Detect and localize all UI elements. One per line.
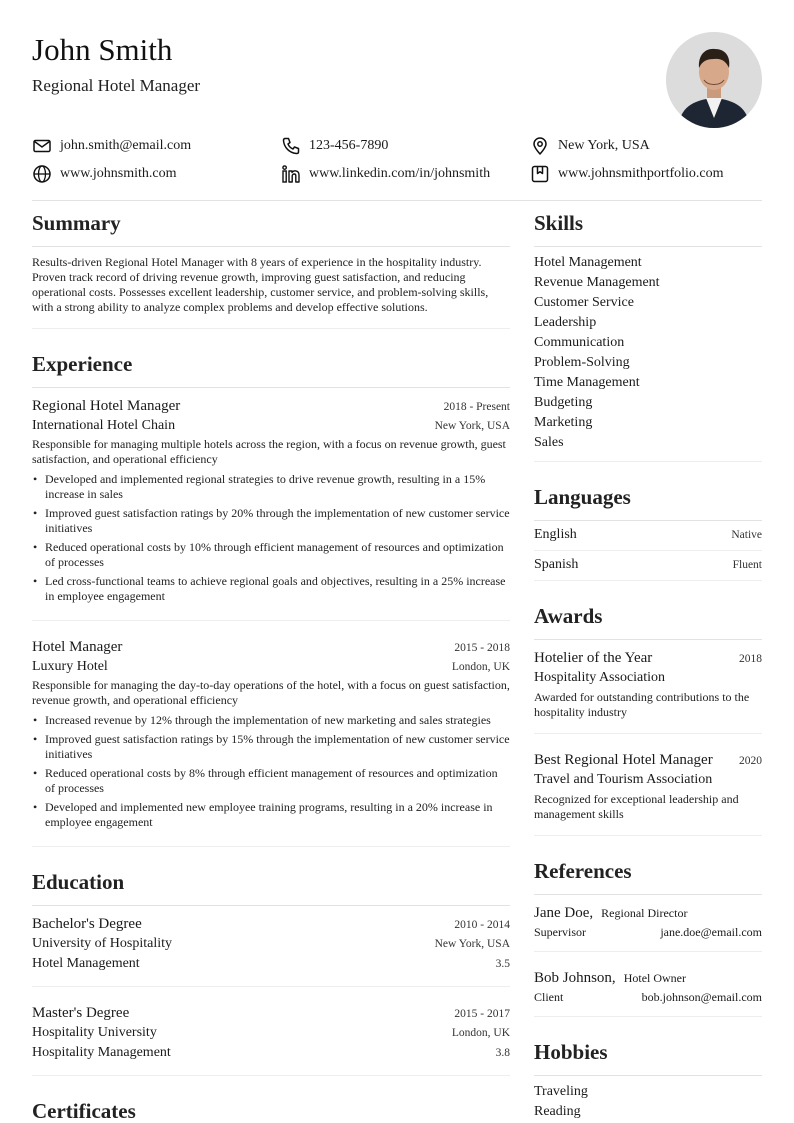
skill-item: Communication <box>534 335 625 350</box>
reference-entry <box>534 960 762 1017</box>
linkedin-icon <box>281 164 301 184</box>
main-column <box>32 206 510 1123</box>
award-entry <box>534 640 762 734</box>
education-dates: 2010 - 2014 <box>454 919 510 931</box>
summary-text: Results-driven Regional Hotel Manager with 8 years of experience in the hospitality industry. Proven track record of driving revenue growth, improving guest satisfaction, and reducing operational costs. Possesses excellent leadership, customer service, and problem-solving skills, with a strong ability to analyze complex problems and develop effective solutions. <box>32 247 510 329</box>
language-name: Spanish <box>534 557 579 572</box>
language-name: English <box>534 527 577 542</box>
references-heading: References <box>534 854 762 895</box>
achievement-item: • Improved guest satisfaction ratings by 20% through the implementation of new customer service initiatives <box>32 506 510 536</box>
school-location: London, UK <box>451 1027 510 1039</box>
website-text: www.johnsmith.com <box>60 166 177 181</box>
avatar-icon <box>666 32 762 128</box>
job-description: Responsible for managing the day-to-day operations of the hotel, with a focus on guest satisfaction, revenue growth, and operational efficiency <box>32 678 510 707</box>
skill-item: Marketing <box>534 415 593 430</box>
award-entry <box>534 742 762 836</box>
gpa: 3.5 <box>495 958 510 970</box>
achievement-item: • Reduced operational costs by 10% through efficient management of resources and optimization of processes <box>32 540 510 570</box>
contact-website[interactable] <box>32 164 281 184</box>
skill-item: Time Management <box>534 375 640 390</box>
field-of-study: Hotel Management <box>32 956 140 971</box>
job-title: Hotel Manager <box>32 639 123 655</box>
achievement-list <box>32 713 510 830</box>
linkedin-text: www.linkedin.com/in/johnsmith <box>309 166 491 181</box>
experience-section <box>32 347 510 847</box>
skill-item: Leadership <box>534 315 597 330</box>
field-of-study: Hospitality Management <box>32 1045 171 1060</box>
achievement-item: • Led cross-functional teams to achieve regional goals and objectives, resulting in a 25% increase in employee engagement <box>32 574 510 604</box>
job-dates: 2018 - Present <box>443 401 510 413</box>
languages-section <box>534 480 762 581</box>
hobby-item: Reading <box>534 1104 581 1119</box>
achievement-item: • Increased revenue by 12% through the implementation of new marketing and sales strategies <box>32 713 510 728</box>
education-entry <box>32 995 510 1076</box>
reference-name: Bob Johnson, <box>534 970 616 986</box>
reference-position: Hotel Owner <box>623 971 687 985</box>
phone-icon <box>281 136 301 156</box>
certificates-heading: Certificates <box>32 1094 510 1123</box>
experience-entry <box>32 629 510 847</box>
awards-section <box>534 599 762 836</box>
award-issuer: Travel and Tourism Association <box>534 772 713 787</box>
job-location: London, UK <box>451 661 510 673</box>
reference-email[interactable]: jane.doe@email.com <box>660 925 762 939</box>
school-location: New York, USA <box>434 938 510 950</box>
achievement-item: • Developed and implemented new employee training programs, resulting in a 20% increase in employee engagement <box>32 800 510 830</box>
location-icon <box>530 136 550 156</box>
reference-position: Regional Director <box>601 906 688 920</box>
certificates-section <box>32 1094 510 1123</box>
education-entry <box>32 906 510 987</box>
location-text: New York, USA <box>558 138 650 153</box>
language-level: Native <box>731 529 762 541</box>
hobbies-list <box>534 1076 762 1123</box>
achievement-item: • Developed and implemented regional strategies to drive revenue growth, resulting in a 15% increase in sales <box>32 472 510 502</box>
award-title: Hotelier of the Year <box>534 650 653 666</box>
school-name: University of Hospitality <box>32 936 172 951</box>
languages-heading: Languages <box>534 480 762 521</box>
contact-linkedin[interactable] <box>281 164 530 184</box>
hobbies-heading: Hobbies <box>534 1035 762 1076</box>
education-heading: Education <box>32 865 510 906</box>
language-item <box>534 521 762 551</box>
contact-portfolio[interactable] <box>530 164 762 184</box>
gpa: 3.8 <box>495 1047 510 1059</box>
job-title: Regional Hotel Manager <box>32 398 181 414</box>
skills-section <box>534 206 762 462</box>
skill-item: Problem-Solving <box>534 355 630 370</box>
skills-heading: Skills <box>534 206 762 247</box>
company-name: International Hotel Chain <box>32 418 176 433</box>
reference-entry <box>534 895 762 952</box>
skill-item: Sales <box>534 435 564 450</box>
school-name: Hospitality University <box>32 1025 157 1040</box>
reference-relation: Client <box>534 990 564 1004</box>
portfolio-text: www.johnsmithportfolio.com <box>558 166 724 181</box>
reference-relation: Supervisor <box>534 925 586 939</box>
skill-item: Revenue Management <box>534 275 660 290</box>
company-name: Luxury Hotel <box>32 659 108 674</box>
header-divider <box>32 200 762 201</box>
education-section <box>32 865 510 1076</box>
award-description: Recognized for exceptional leadership and management skills <box>534 792 739 821</box>
contact-info <box>32 136 762 184</box>
phone-text: 123-456-7890 <box>309 138 389 153</box>
hobbies-section <box>534 1035 762 1123</box>
resume-header <box>32 30 762 130</box>
contact-email[interactable] <box>32 136 281 156</box>
award-year: 2018 <box>739 653 762 665</box>
achievement-list <box>32 472 510 604</box>
achievement-item: • Improved guest satisfaction ratings by 15% through the implementation of new customer service initiatives <box>32 732 510 762</box>
degree-name: Bachelor's Degree <box>32 916 142 932</box>
email-icon <box>32 136 52 156</box>
sidebar-column <box>534 206 762 1123</box>
contact-phone[interactable] <box>281 136 530 156</box>
award-description: Awarded for outstanding contributions to the hospitality industry <box>534 690 750 719</box>
summary-heading: Summary <box>32 206 510 247</box>
language-item <box>534 551 762 581</box>
skill-item: Budgeting <box>534 395 593 410</box>
profile-photo <box>666 32 762 128</box>
award-issuer: Hospitality Association <box>534 670 666 685</box>
experience-heading: Experience <box>32 347 510 388</box>
job-location: New York, USA <box>434 420 510 432</box>
globe-icon <box>32 164 52 184</box>
award-year: 2020 <box>739 755 762 767</box>
contact-location <box>530 136 762 156</box>
summary-section <box>32 206 510 329</box>
candidate-title: Regional Hotel Manager <box>32 76 201 95</box>
skill-item: Hotel Management <box>534 255 642 270</box>
references-section <box>534 854 762 1017</box>
awards-heading: Awards <box>534 599 762 640</box>
language-level: Fluent <box>732 559 762 571</box>
reference-name: Jane Doe, <box>534 905 594 921</box>
education-dates: 2015 - 2017 <box>454 1008 510 1020</box>
achievement-item: • Reduced operational costs by 8% through efficient management of resources and optimization of processes <box>32 766 510 796</box>
portfolio-icon <box>530 164 550 184</box>
skills-list <box>534 247 762 462</box>
degree-name: Master's Degree <box>32 1005 130 1021</box>
email-text: john.smith@email.com <box>60 138 192 153</box>
hobby-item: Traveling <box>534 1084 588 1099</box>
job-dates: 2015 - 2018 <box>454 642 510 654</box>
reference-email[interactable]: bob.johnson@email.com <box>641 990 762 1004</box>
skill-item: Customer Service <box>534 295 634 310</box>
award-title: Best Regional Hotel Manager <box>534 752 713 768</box>
candidate-name: John Smith <box>32 32 173 67</box>
experience-entry <box>32 388 510 621</box>
job-description: Responsible for managing multiple hotels across the region, with a focus on revenue growth, guest satisfaction, and operational efficiency <box>32 437 506 466</box>
